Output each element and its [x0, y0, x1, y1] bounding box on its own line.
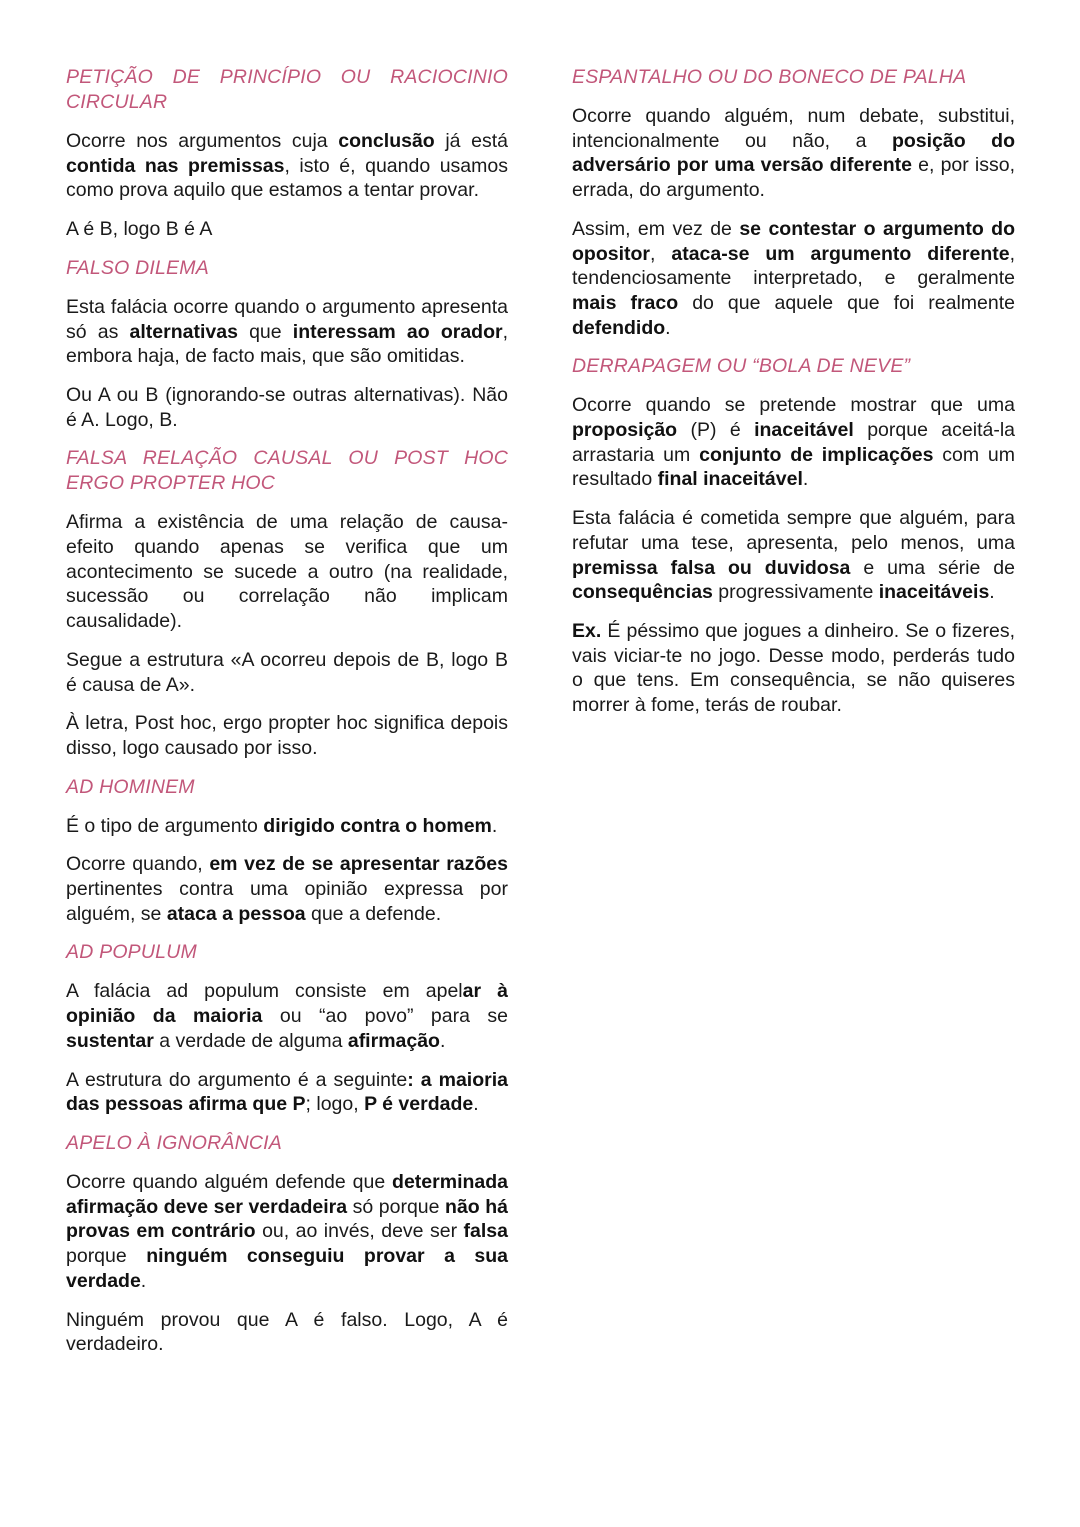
bold-text: contida nas premissas	[66, 154, 285, 177]
bold-text: final inaceitável	[657, 468, 803, 491]
text-run: .	[802, 468, 809, 491]
bold-text: proposição	[572, 419, 678, 442]
section-heading-falsa-relacao-causal-ou-post-hoc-ergo-propter-hoc: FALSA RELAÇÃO CAUSAL OU POST HOC ERGO PROPTER HOC	[66, 447, 508, 495]
text-run: Ocorre quando alguém, num debate, substitui, intencionalmente ou não, a	[572, 105, 1015, 152]
right-column	[572, 62, 1015, 732]
text-run: Ocorre nos argumentos cuja	[66, 130, 339, 152]
text-run: que a defende.	[305, 902, 442, 925]
text-run: (P) é	[677, 419, 755, 442]
text-run: , tendenciosamente interpretado, e geralmente	[572, 242, 1015, 290]
bold-text: ar à opinião da maioria	[66, 980, 508, 1028]
paragraph	[66, 295, 508, 369]
bold-text: alternativas	[129, 320, 238, 343]
paragraph	[66, 217, 508, 242]
text-run: ; logo,	[305, 1093, 365, 1116]
text-run: progressivamente	[712, 581, 879, 604]
paragraph	[572, 506, 1015, 605]
text-run: Segue a estrutura «A ocorreu depois de B, logo B é causa de A».	[66, 648, 508, 696]
bold-text: inaceitável	[754, 419, 854, 442]
text-run: A é B, logo B é A	[66, 218, 213, 241]
bold-text: se contestar o argumento do opositor	[572, 217, 1015, 265]
bold-text: premissa falsa ou duvidosa	[572, 556, 851, 579]
paragraph	[66, 383, 508, 432]
text-run: Assim, em vez de	[572, 217, 740, 240]
text-run: Esta falácia ocorre quando o argumento apresenta só as	[66, 295, 508, 343]
bold-text: consequências	[572, 581, 713, 604]
bold-text: inaceitáveis	[878, 581, 990, 604]
bold-text: Ex.	[572, 619, 602, 642]
section-heading-derrapagem-ou-bola-de-neve: DERRAPAGEM OU “BOLA DE NEVE”	[572, 355, 911, 378]
text-run: ,	[650, 242, 672, 265]
text-run: À letra, Post hoc, ergo propter hoc significa depois disso, logo causado por isso.	[66, 712, 508, 759]
bold-text: mais fraco	[572, 291, 679, 314]
bold-text: determinada afirmação deve ser verdadeira	[66, 1170, 508, 1218]
bold-text: conclusão	[338, 130, 435, 152]
bold-text: posição do adversário por uma versão diferente	[572, 129, 1015, 177]
text-run: .	[665, 316, 671, 339]
paragraph	[572, 104, 1015, 203]
text-run: pertinentes contra uma opinião expressa por alguém, se	[66, 878, 508, 925]
text-run: Ocorre quando alguém defende que	[66, 1170, 393, 1193]
text-run: só porque	[347, 1195, 446, 1218]
text-run: A estrutura do argumento é a seguinte	[66, 1068, 408, 1091]
paragraph	[66, 852, 508, 926]
text-run: .	[140, 1269, 147, 1292]
text-run: .	[439, 1029, 446, 1052]
bold-text: ataca a pessoa	[166, 902, 306, 925]
bold-text: em vez de se apresentar razões	[209, 853, 508, 876]
section-heading-apelo-a-ignorancia: APELO À IGNORÂNCIA	[66, 1131, 282, 1154]
text-run: Afirma a existência de uma relação de causa-efeito quando apenas se verifica que um acontecimento se sucede a outro (na realidade, sucessão ou correlação não implicam causalidade).	[66, 511, 508, 633]
text-run: e, por isso, errada, do argumento.	[572, 154, 1015, 202]
paragraph	[572, 393, 1015, 492]
text-run: ou “ao povo” para se	[262, 1005, 508, 1028]
paragraph	[66, 510, 508, 634]
text-run: Ninguém provou que A é falso. Logo, A é verdadeiro.	[66, 1308, 508, 1356]
bold-text: não há provas em contrário	[66, 1195, 508, 1243]
text-run: .	[989, 581, 995, 604]
text-run: que	[237, 320, 293, 343]
paragraph	[66, 129, 508, 203]
section-heading-ad-hominem: AD HOMINEM	[66, 775, 195, 798]
bold-text: dirigido contra o homem	[263, 814, 492, 837]
text-run: porque aceitá-la arrastaria um	[572, 419, 1016, 466]
section-heading-peticao-de-principio-ou-raciocinio-circular: PETIÇÃO DE PRINCÍPIO OU RACIOCINIO CIRCULAR	[66, 66, 508, 113]
text-run: Ocorre quando se pretende mostrar que uma	[572, 394, 1015, 417]
text-run: com um resultado	[572, 443, 1015, 491]
text-run: É o tipo de argumento	[66, 814, 264, 837]
bold-text: P é verdade	[364, 1093, 474, 1116]
bold-text: defendido	[572, 316, 666, 339]
text-run: A falácia ad populum consiste em apel	[66, 980, 463, 1003]
bold-text: falsa	[463, 1220, 508, 1243]
text-run: Ocorre quando,	[66, 853, 210, 876]
bold-text: afirmação	[347, 1029, 440, 1052]
bold-text: sustentar	[66, 1029, 154, 1052]
text-run: .	[491, 814, 498, 837]
text-run: do que aquele que foi realmente	[678, 291, 1015, 314]
paragraph	[66, 1170, 508, 1294]
bold-text: ninguém conseguiu provar a sua verdade	[66, 1245, 508, 1292]
left-column	[66, 62, 508, 1371]
bold-text: interessam ao orador	[292, 320, 503, 343]
section-heading-ad-populum: AD POPULUM	[66, 941, 197, 964]
text-run: Esta falácia é cometida sempre que alguém, para refutar uma tese, apresenta, pelo menos, uma	[572, 507, 1015, 554]
paragraph	[66, 1068, 508, 1117]
text-run: É péssimo que jogues a dinheiro. Se o fizeres, vais viciar-te no jogo. Desse modo, perderás tudo o que tens. Em consequência, se não quiseres morrer à fome, terás de roubar.	[572, 619, 1015, 717]
paragraph	[66, 648, 508, 697]
section-heading-espantalho-ou-do-boneco-de-palha: ESPANTALHO OU DO BONECO DE PALHA	[572, 66, 967, 88]
bold-text: : a maioria das pessoas afirma que P	[66, 1068, 508, 1116]
text-run: porque	[66, 1245, 147, 1268]
text-run: a verdade de alguma	[153, 1029, 348, 1052]
paragraph	[572, 217, 1015, 341]
paragraph	[66, 1308, 508, 1357]
bold-text: conjunto de implicações	[699, 443, 934, 466]
paragraph	[66, 814, 508, 839]
bold-text: ataca-se um argumento diferente	[671, 242, 1010, 265]
text-run: , isto é, quando usamos como prova aquilo que estamos a tentar provar.	[66, 154, 508, 202]
text-run: Ou A ou B (ignorando-se outras alternativas). Não é A. Logo, B.	[66, 383, 508, 431]
text-run: ou, ao invés, deve ser	[255, 1220, 464, 1243]
text-run: , embora haja, de facto mais, que são omitidas.	[66, 320, 509, 368]
paragraph	[66, 979, 508, 1053]
text-run: .	[473, 1093, 479, 1116]
paragraph	[66, 711, 508, 760]
paragraph	[572, 619, 1015, 718]
text-run: já está	[434, 130, 508, 152]
text-run: e uma série de	[850, 556, 1015, 579]
section-heading-falso-dilema: FALSO DILEMA	[66, 256, 209, 279]
